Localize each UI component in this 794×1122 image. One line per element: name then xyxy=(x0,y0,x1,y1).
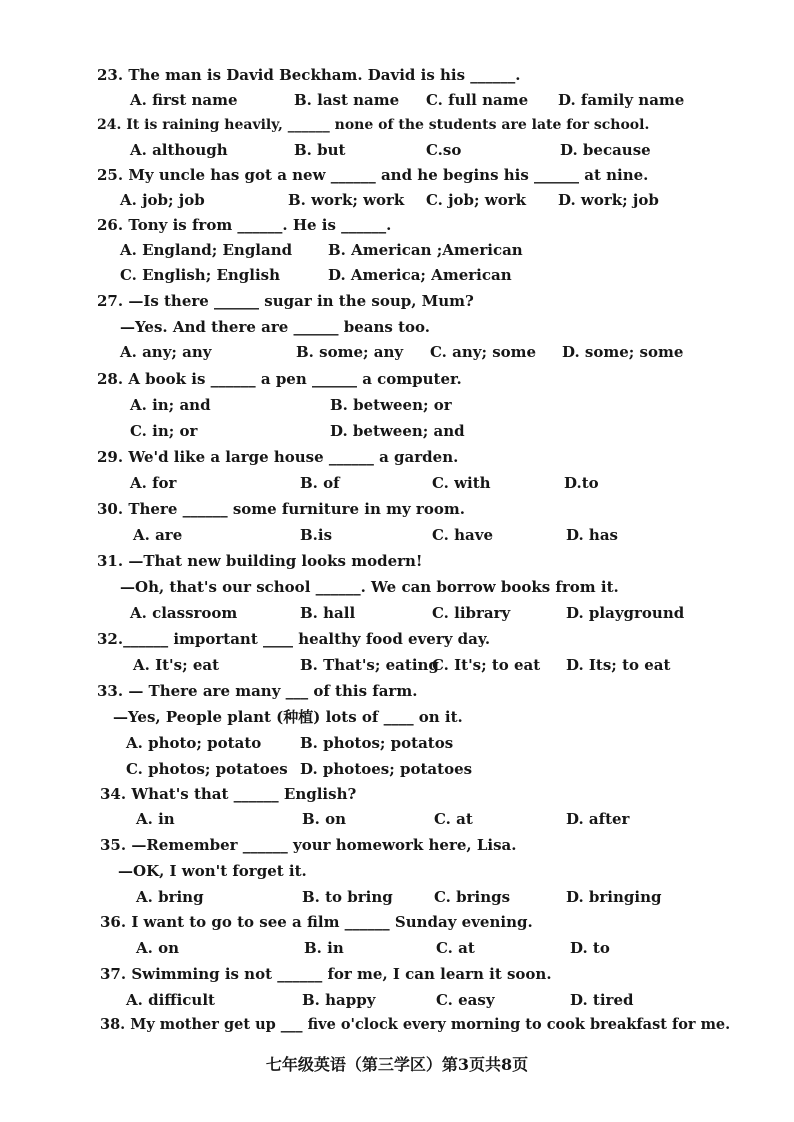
q31-option-a: A. classroom xyxy=(130,604,238,622)
q37-option-d: D. tired xyxy=(570,991,634,1009)
question-35-stem: 35. —Remember ______ your homework here, Lisa. xyxy=(100,836,517,854)
q36-option-d: D. to xyxy=(570,939,610,957)
q24-option-c: C.so xyxy=(426,141,462,159)
question-34-stem: 34. What's that ______ English? xyxy=(100,785,357,803)
q36-option-a: A. on xyxy=(136,939,179,957)
question-33-stem: 33. — There are many ___ of this farm. xyxy=(97,682,418,700)
q27-option-b: B. some; any xyxy=(296,343,404,361)
question-25-stem: 25. My uncle has got a new ______ and he begins his ______ at nine. xyxy=(97,166,649,184)
question-31-stem: 31. —That new building looks modern! xyxy=(97,552,423,570)
q29-option-c: C. with xyxy=(432,474,491,492)
q33-option-c: C. photos; potatoes xyxy=(126,760,288,778)
q35-option-b: B. to bring xyxy=(302,888,393,906)
q36-option-c: C. at xyxy=(436,939,475,957)
q27-option-a: A. any; any xyxy=(120,343,212,361)
q23-option-d: D. family name xyxy=(558,91,685,109)
q23-option-a: A. first name xyxy=(130,91,238,109)
q32-option-a: A. It's; eat xyxy=(133,656,220,674)
q23-option-c: C. full name xyxy=(426,91,529,109)
question-31-response: —Oh, that's our school ______. We can borrow books from it. xyxy=(120,578,619,596)
q32-option-c: C. It's; to eat xyxy=(432,656,541,674)
question-33-response: —Yes, People plant (种植) lots of ____ on it. xyxy=(113,708,463,726)
q26-option-c: C. English; English xyxy=(120,266,281,284)
q35-option-c: C. brings xyxy=(434,888,511,906)
q26-option-b: B. American ;American xyxy=(328,241,523,259)
question-27-stem: 27. —Is there ______ sugar in the soup, Mum? xyxy=(97,292,474,310)
q34-option-d: D. after xyxy=(566,810,630,828)
q29-option-b: B. of xyxy=(300,474,340,492)
q30-option-a: A. are xyxy=(133,526,183,544)
q29-option-d: D.to xyxy=(564,474,599,492)
question-36-stem: 36. I want to go to see a film ______ Sunday evening. xyxy=(100,913,533,931)
question-29-stem: 29. We'd like a large house ______ a garden. xyxy=(97,448,459,466)
q27-option-d: D. some; some xyxy=(562,343,684,361)
q35-option-d: D. bringing xyxy=(566,888,662,906)
q26-option-d: D. America; American xyxy=(328,266,512,284)
q26-option-a: A. England; England xyxy=(120,241,293,259)
q37-option-c: C. easy xyxy=(436,991,495,1009)
question-37-stem: 37. Swimming is not ______ for me, I can learn it soon. xyxy=(100,965,552,983)
question-23-stem: 23. The man is David Beckham. David is his ______. xyxy=(97,66,521,84)
q34-option-a: A. in xyxy=(136,810,175,828)
q24-option-b: B. but xyxy=(294,141,346,159)
q28-option-c: C. in; or xyxy=(130,422,198,440)
q31-option-d: D. playground xyxy=(566,604,685,622)
q33-option-b: B. photos; potatos xyxy=(300,734,454,752)
question-26-stem: 26. Tony is from ______. He is ______. xyxy=(97,216,392,234)
q28-option-b: B. between; or xyxy=(330,396,452,414)
q25-option-a: A. job; job xyxy=(120,191,205,209)
q33-option-a: A. photo; potato xyxy=(126,734,262,752)
q31-option-b: B. hall xyxy=(300,604,356,622)
q27-option-c: C. any; some xyxy=(430,343,537,361)
q25-option-d: D. work; job xyxy=(558,191,659,209)
q34-option-c: C. at xyxy=(434,810,473,828)
q24-option-a: A. although xyxy=(130,141,228,159)
q33-option-d: D. photoes; potatoes xyxy=(300,760,473,778)
q28-option-a: A. in; and xyxy=(130,396,211,414)
q25-option-b: B. work; work xyxy=(288,191,405,209)
q31-option-c: C. library xyxy=(432,604,511,622)
page-footer: 七年级英语（第三学区）第3页共8页 xyxy=(265,1055,529,1074)
q28-option-d: D. between; and xyxy=(330,422,465,440)
q37-option-a: A. difficult xyxy=(126,991,215,1009)
q29-option-a: A. for xyxy=(130,474,177,492)
question-32-stem: 32.______ important ____ healthy food every day. xyxy=(97,630,491,648)
q32-option-b: B. That's; eating xyxy=(300,656,439,674)
q30-option-b: B.is xyxy=(300,526,333,544)
question-28-stem: 28. A book is ______ a pen ______ a computer. xyxy=(97,370,462,388)
q25-option-c: C. job; work xyxy=(426,191,527,209)
q35-option-a: A. bring xyxy=(136,888,204,906)
q23-option-b: B. last name xyxy=(294,91,400,109)
q30-option-d: D. has xyxy=(566,526,618,544)
question-27-response: —Yes. And there are ______ beans too. xyxy=(120,318,430,336)
q34-option-b: B. on xyxy=(302,810,347,828)
question-24-stem: 24. It is raining heavily, ______ none of the students are late for school. xyxy=(97,117,650,133)
q36-option-b: B. in xyxy=(304,939,344,957)
q32-option-d: D. Its; to eat xyxy=(566,656,671,674)
q37-option-b: B. happy xyxy=(302,991,376,1009)
question-38-stem: 38. My mother get up ___ five o'clock every morning to cook breakfast for me. xyxy=(100,1016,731,1033)
question-35-response: —OK, I won't forget it. xyxy=(118,862,307,880)
q30-option-c: C. have xyxy=(432,526,494,544)
question-30-stem: 30. There ______ some furniture in my room. xyxy=(97,500,465,518)
q24-option-d: D. because xyxy=(560,141,651,159)
